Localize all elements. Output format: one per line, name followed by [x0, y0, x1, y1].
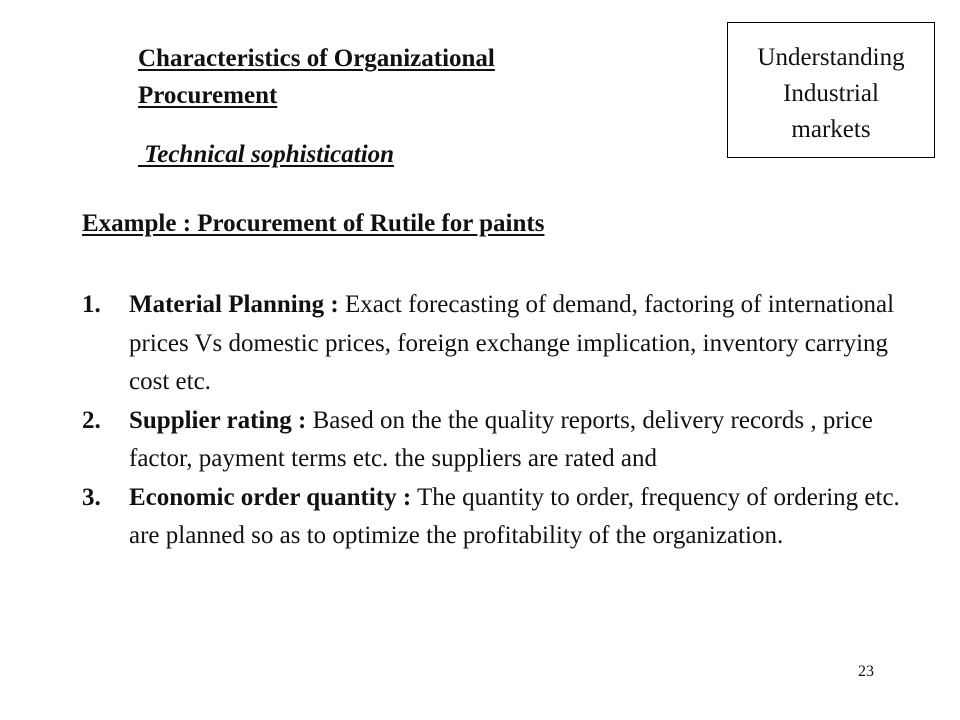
list-item-text: The quantity to order, frequency of ordering etc. are planned so as to optimize the profitability of the organization. [129, 483, 900, 549]
list-item-body [129, 402, 912, 479]
topic-box-line-2: Industrial [783, 80, 879, 107]
list-item-term: Material Planning : [129, 291, 339, 318]
list-item-number: 3. [82, 483, 101, 511]
list-item [82, 286, 912, 402]
list-item-text: Based on the the quality reports, delivery records , price factor, payment terms etc. the suppliers are rated and [129, 406, 873, 472]
list-item-number: 2. [82, 406, 101, 434]
numbered-list [82, 286, 912, 556]
topic-box [727, 22, 935, 158]
slide-title: Characteristics of Organizational Procurement [138, 45, 495, 109]
list-item-number: 1. [82, 291, 101, 318]
list-item [82, 402, 912, 479]
list-item-text: Exact forecasting of demand, factoring of international prices Vs domestic prices, foreign exchange implication, inventory carrying cost etc. [129, 291, 895, 395]
list-item-body [129, 286, 912, 402]
list-item-body [129, 479, 912, 556]
list-item-term: Supplier rating : [129, 406, 307, 434]
example-heading: Example : Procurement of Rutile for paints [82, 210, 545, 237]
topic-box-line-1: Understanding [757, 44, 905, 71]
slide-subtitle: Technical sophistication [138, 141, 395, 168]
topic-box-line-3: markets [791, 116, 871, 143]
list-item-term: Economic order quantity : [129, 483, 412, 511]
list-item [82, 479, 912, 556]
page-number: 23 [858, 663, 874, 680]
